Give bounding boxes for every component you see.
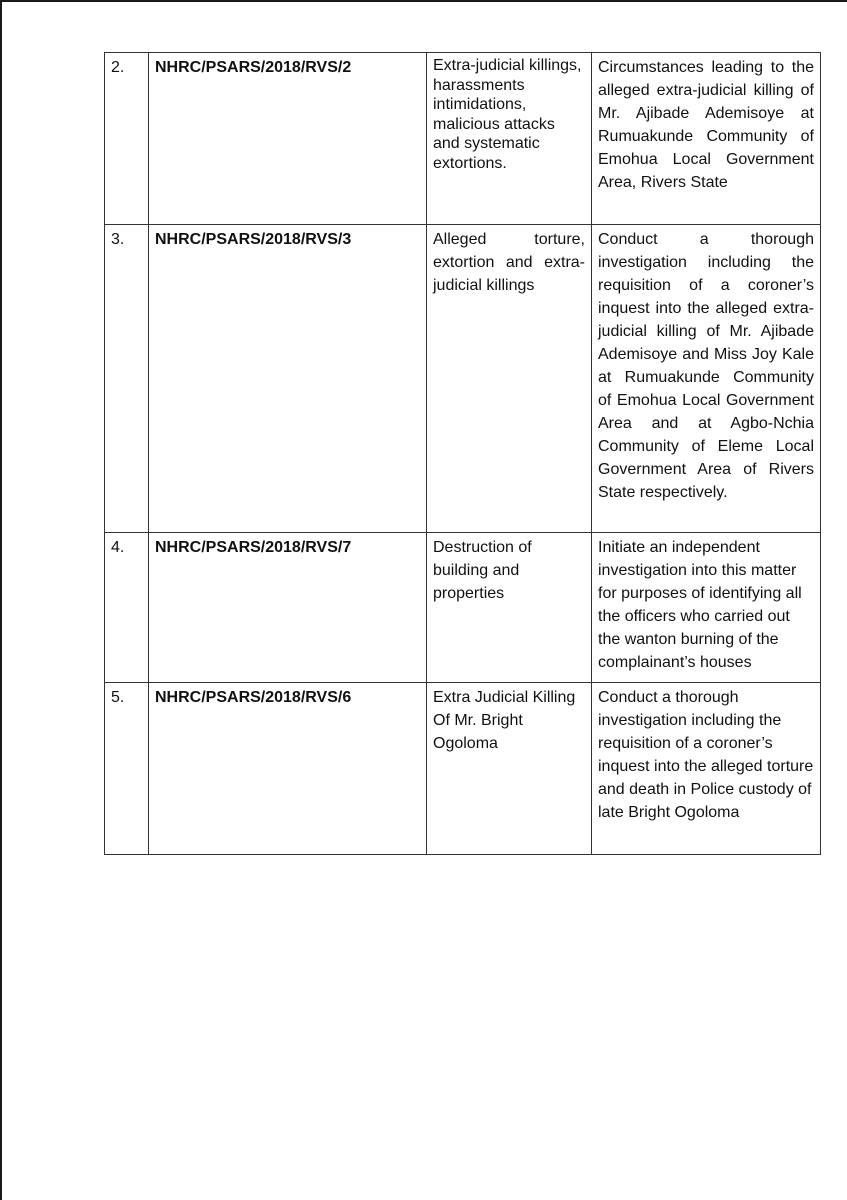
reference-number: NHRC/PSARS/2018/RVS/7	[149, 533, 427, 683]
row-number: 5.	[105, 683, 149, 855]
table-row	[105, 533, 821, 683]
complaint-description: Extra-judicial killings, harassments intimidations, malicious attacks and systematic extortions.	[427, 53, 592, 225]
row-number: 2.	[105, 53, 149, 225]
recommended-action: Conduct a thorough investigation including the requisition of a coroner’s inquest into the alleged torture and death in Police custody of late Bright Ogoloma	[592, 683, 821, 855]
table-row	[105, 225, 821, 533]
reference-number: NHRC/PSARS/2018/RVS/3	[149, 225, 427, 533]
recommended-action: Initiate an independent investigation into this matter for purposes of identifying all the officers who carried out the wanton burning of the complainant’s houses	[592, 533, 821, 683]
page-edge-top	[0, 0, 847, 2]
table-row	[105, 683, 821, 855]
reference-number: NHRC/PSARS/2018/RVS/6	[149, 683, 427, 855]
table-row	[105, 53, 821, 225]
row-number: 3.	[105, 225, 149, 533]
recommended-action: Circumstances leading to the alleged extra-judicial killing of Mr. Ajibade Ademisoye at Rumuakunde Community of Emohua Local Government Area, Rivers State	[592, 53, 821, 225]
complaint-description: Alleged torture, extortion and extra-judicial killings	[427, 225, 592, 533]
row-number: 4.	[105, 533, 149, 683]
recommendations-table	[104, 52, 821, 855]
complaint-description: Extra Judicial Killing Of Mr. Bright Ogoloma	[427, 683, 592, 855]
complaint-description: Destruction of building and properties	[427, 533, 592, 683]
recommended-action: Conduct a thorough investigation including the requisition of a coroner’s inquest into the alleged extra-judicial killing of Mr. Ajibade Ademisoye and Miss Joy Kale at Rumuakunde Community of Emohua Local Government Area and at Agbo-Nchia Community of Eleme Local Government Area of Rivers State respectively.	[592, 225, 821, 533]
page-edge-left	[0, 0, 2, 1200]
reference-number: NHRC/PSARS/2018/RVS/2	[149, 53, 427, 225]
